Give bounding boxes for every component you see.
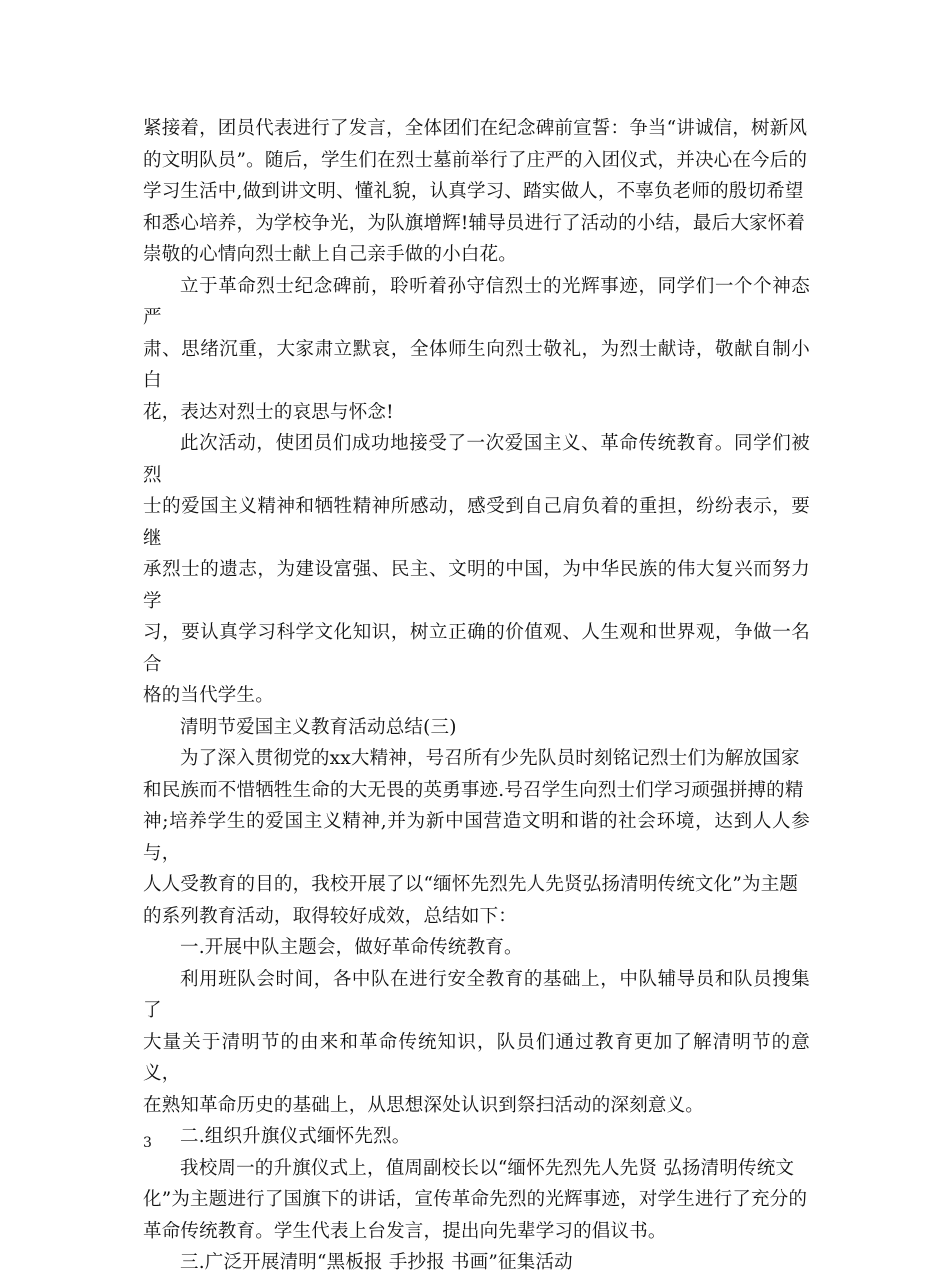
text-line: 承烈士的遗志，为建设富强、民主、文明的中国，为中华民族的伟大复兴而努力学 xyxy=(143,559,810,612)
paragraph-7 xyxy=(143,964,810,1122)
text-line: 和悉心培养，为学校争光，为队旗增辉!辅导员进行了活动的小结，最后大家怀着 xyxy=(143,212,806,234)
text-line: 神;培养学生的爱国主义精神,并为新中国营造文明和谐的社会环境，达到人人参与， xyxy=(143,811,810,864)
text-line: 为了深入贯彻党的xx大精神，号召所有少先队员时刻铭记烈士们为解放国家 xyxy=(180,748,800,769)
subheading-2 xyxy=(143,1121,810,1153)
text-line: 二.组织升旗仪式缅怀先烈。 xyxy=(180,1126,411,1147)
paragraph-9 xyxy=(143,1153,810,1248)
text-line: 一.开展中队主题会，做好革命传统教育。 xyxy=(180,937,523,958)
text-line: 利用班队会时间，各中队在进行安全教育的基础上，中队辅导员和队员搜集了 xyxy=(143,968,810,1021)
text-line: 化”为主题进行了国旗下的讲话，宣传革命先烈的光辉事迹，对学生进行了充分的 xyxy=(143,1189,808,1210)
text-line: 和民族而不惜牺牲生命的大无畏的英勇事迹.号召学生向烈士们学习顽强拼搏的精 xyxy=(143,779,804,801)
text-line: 清明节爱国主义教育活动总结(三) xyxy=(180,716,457,738)
subheading-1 xyxy=(143,932,810,964)
paragraph-2 xyxy=(143,271,810,429)
text-line: 紧接着，团员代表进行了发言，全体团们在纪念碑前宣誓：争当“讲诚信，树新风 xyxy=(143,118,808,139)
text-line: 我校周一的升旗仪式上，值周副校长以“缅怀先烈先人先贤 弘扬清明传统文 xyxy=(180,1157,795,1179)
paragraph-1 xyxy=(143,113,810,271)
text-line: 格的当代学生。 xyxy=(143,685,274,706)
text-line: 在熟知革命历史的基础上，从思想深处认识到祭扫活动的深刻意义。 xyxy=(143,1094,705,1116)
text-line: 崇敬的心情向烈士献上自己亲手做的小白花。 xyxy=(143,244,518,265)
text-line: 革命传统教育。学生代表上台发言，提出向先辈学习的倡议书。 xyxy=(143,1220,667,1242)
document-body xyxy=(143,113,810,1279)
text-line: 人人受教育的目的，我校开展了以“缅怀先烈先人先贤弘扬清明传统文化”为主题 xyxy=(143,874,799,895)
text-line: 习，要认真学习科学文化知识，树立正确的价值观、人生观和世界观，争做一名合 xyxy=(143,622,810,675)
text-line: 三.广泛开展清明“黑板报 手抄报 书画”征集活动 xyxy=(180,1252,573,1273)
text-line: 大量关于清明节的由来和革命传统知识，队员们通过教育更加了解清明节的意义， xyxy=(143,1031,810,1084)
text-line: 花，表达对烈士的哀思与怀念! xyxy=(143,401,394,423)
section-heading xyxy=(143,712,810,744)
text-line: 的文明队员”。随后，学生们在烈士墓前举行了庄严的入团仪式，并决心在今后的 xyxy=(143,149,808,171)
text-line: 此次活动，使团员们成功地接受了一次爱国主义、革命传统教育。同学们被烈 xyxy=(143,433,810,486)
text-line: 立于革命烈士纪念碑前，聆听着孙守信烈士的光辉事迹，同学们一个个神态严 xyxy=(143,275,810,328)
text-line: 的系列教育活动，取得较好成效，总结如下： xyxy=(143,905,518,927)
paragraph-5 xyxy=(143,743,810,932)
paragraph-3 xyxy=(143,428,810,712)
page-number: 3 xyxy=(143,1135,152,1151)
subheading-3 xyxy=(143,1247,810,1279)
text-line: 士的爱国主义精神和牺牲精神所感动，感受到自己肩负着的重担，纷纷表示，要继 xyxy=(143,496,810,549)
text-line: 学习生活中,做到讲文明、懂礼貌，认真学习、踏实做人，不辜负老师的殷切希望 xyxy=(143,181,804,202)
text-line: 肃、思绪沉重，大家肃立默哀，全体师生向烈士敬礼，为烈士献诗，敬献自制小白 xyxy=(143,338,810,391)
